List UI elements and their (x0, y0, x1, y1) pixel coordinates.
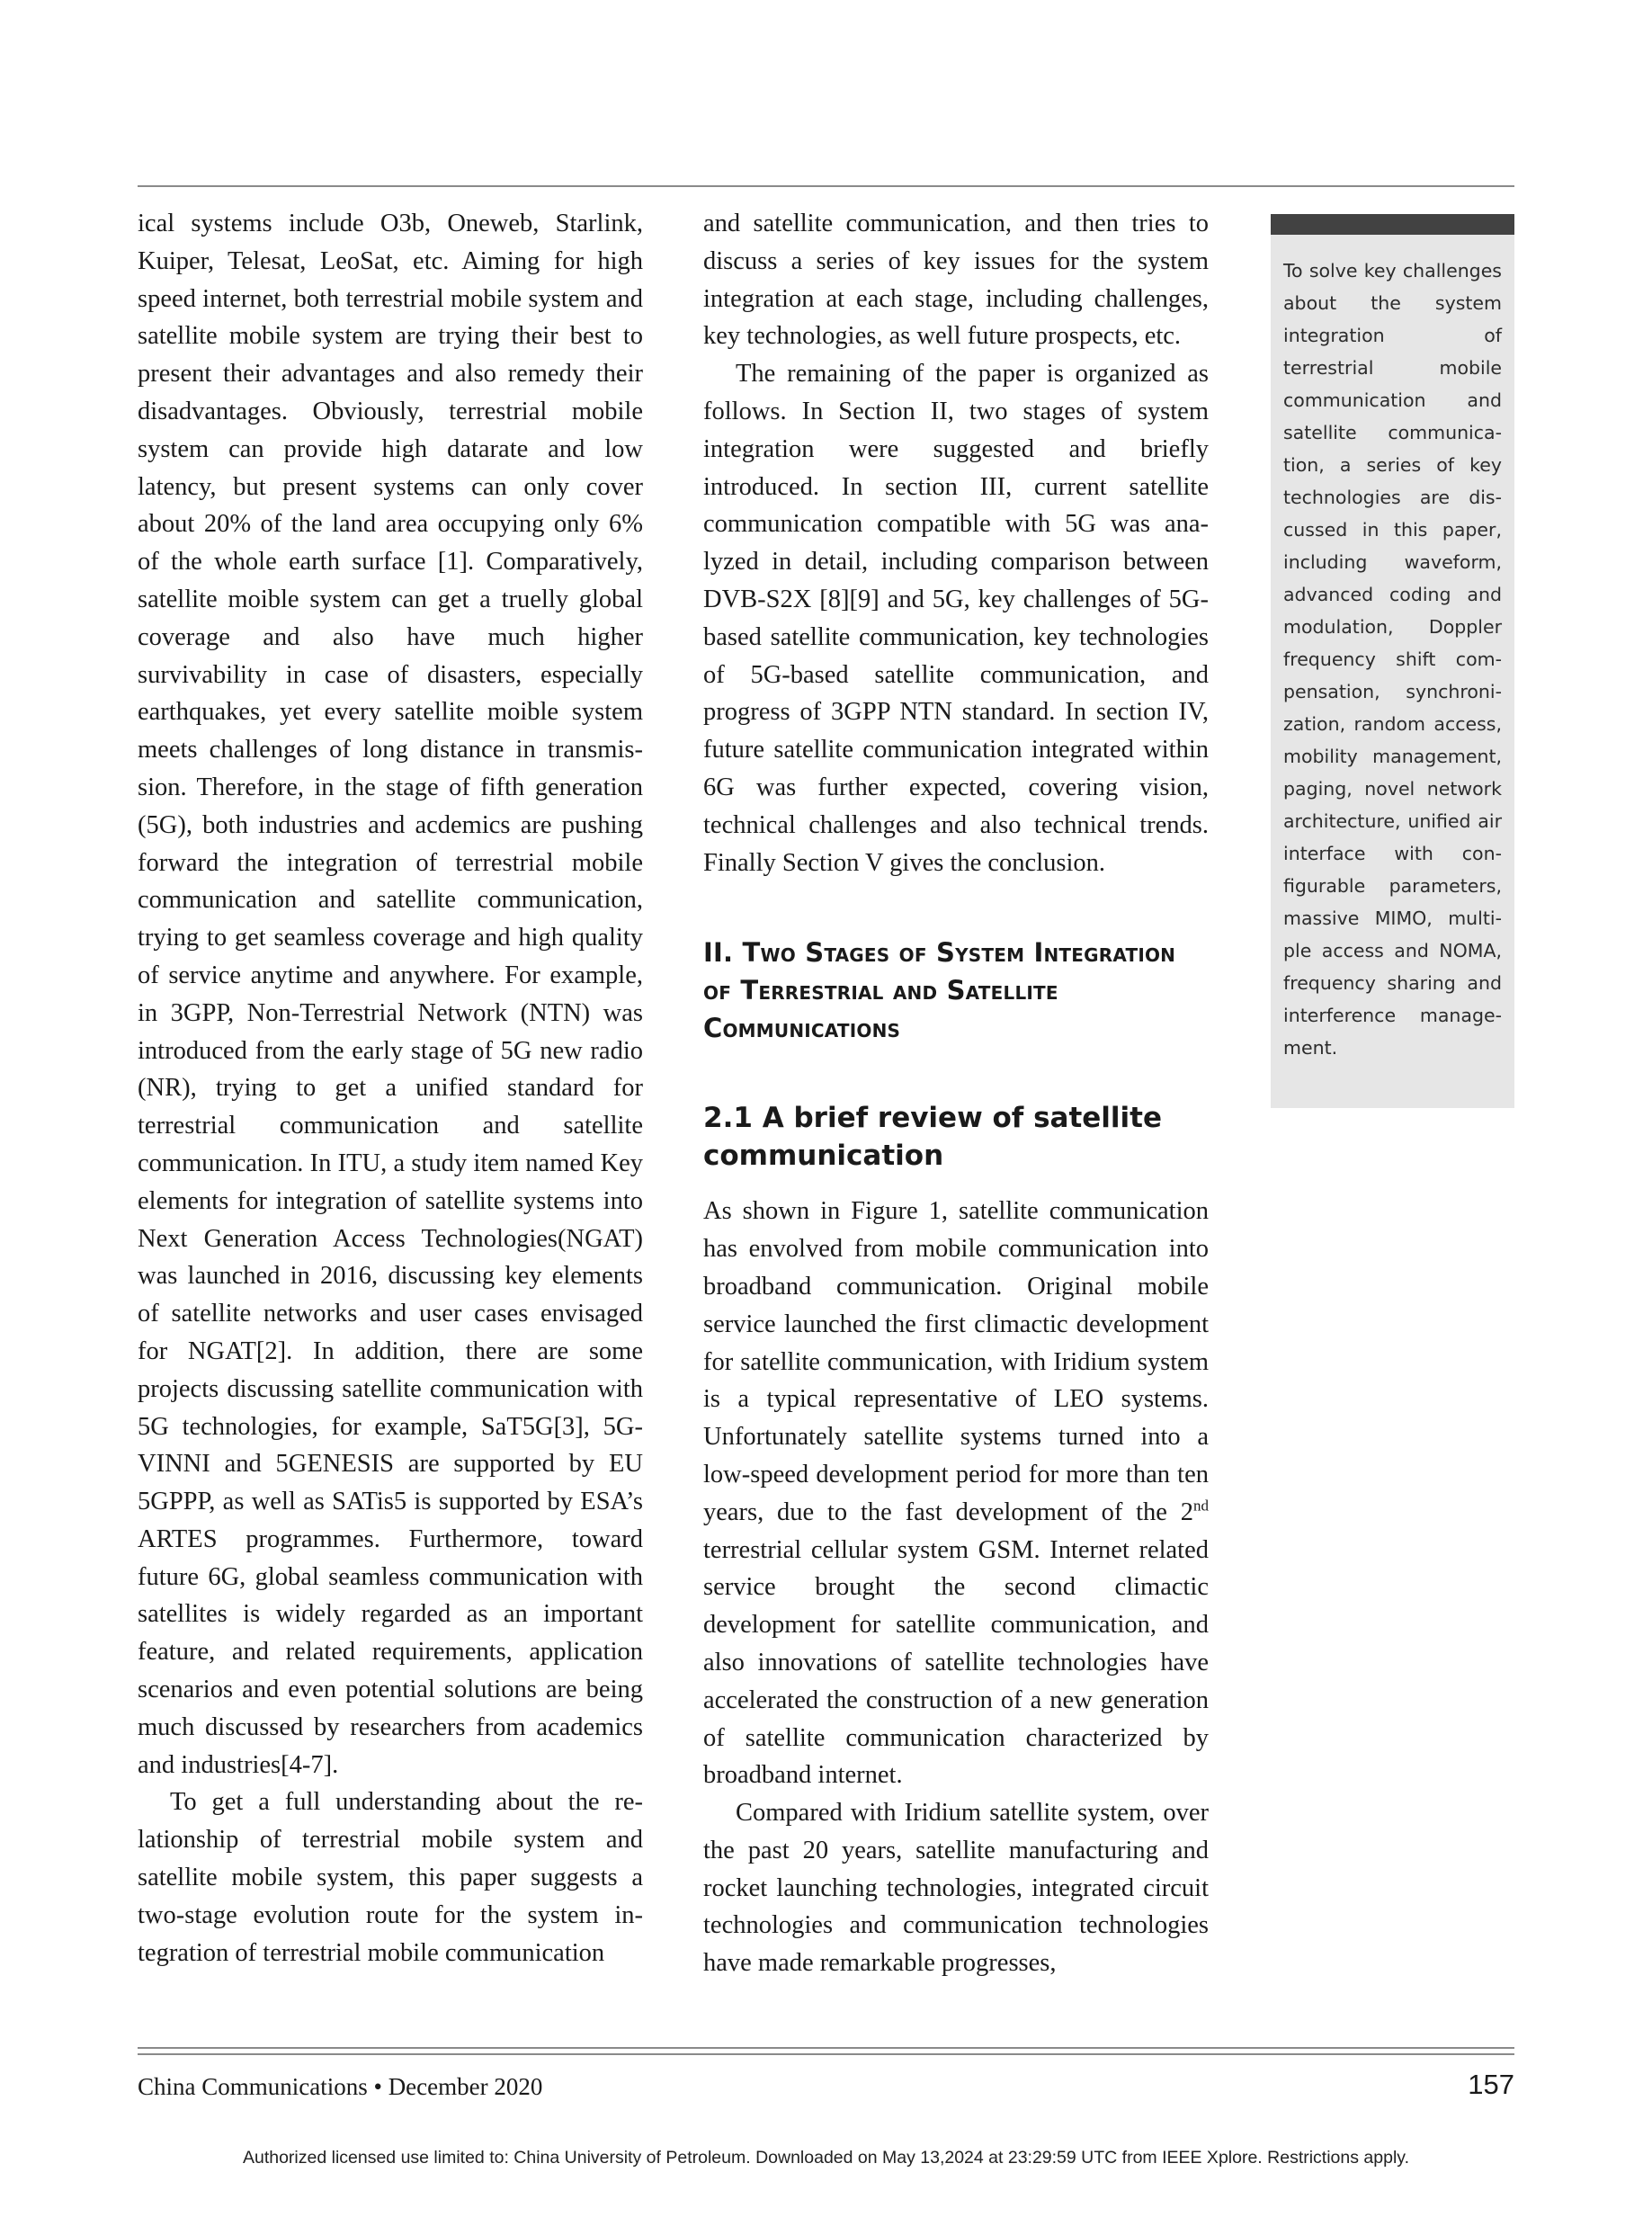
highlight-sidebar (1271, 214, 1514, 1108)
page-number: 157 (1468, 2069, 1514, 2100)
body-text: As shown in Figure 1, satellite communication has envolved from mobile communication into broadband communication. Original mobile service launched the first climactic development for satellite communication, with Iridium system is a typical representative of LEO systems. Unfortunately satellite systems turned into a low-speed development period for more than ten years, due to the fast development of the 2 (703, 1197, 1209, 1526)
sidebar-text: To solve key challenges about the system integration of terrestrial mobile communication and satellite communication, a series of key technologies are discussed in this paper, including waveform, advanced coding and modulation, Doppler frequency shift compensation, synchronization, random access, mobility management, paging, novel network architecture, unified air interface with configurable parameters, massive MIMO, multiple access and NOMA, frequency sharing and interference management. (1283, 260, 1502, 1059)
journal-footer: China Communications • December 2020 (138, 2073, 543, 2100)
body-text: terrestrial cellular system GSM. Internet related service brought the second climactic development for satellite communication, and also innovations of satellite technologies have accelerated the construction of a new generation of satellite communication characterized by broadband internet. (703, 1535, 1209, 1790)
body-paragraph: and satellite communication, and then tries to discuss a series of key issues for the system integration at each stage, including challenges, key technologies, as well future prospects, etc. (703, 210, 1209, 351)
body-paragraph: To get a full understanding about the relationship of terrestrial mobile system and satellite mobile system, this paper suggests a two-stage evolution route for the system integration of terrestrial mobile communication (138, 1788, 643, 1967)
header-rule (138, 185, 1514, 187)
body-paragraph: The remaining of the paper is organized as follows. In Section II, two stages of system integration were suggested and briefly introduced. In section III, current satellite communication compatible with 5G was analyzed in detail, including comparison between DVB-S2X [8][9] and 5G, key challenges of 5G-based satellite communication, key technologies of 5G-based satellite communication, and progress of 3GPP NTN standard. In section IV, future satellite communication integrated within 6G was further expected, covering vision, technical challenges and also technical trends. Finally Section V gives the conclusion. (703, 360, 1209, 877)
sidebar-top-bar (1271, 214, 1514, 235)
left-column (138, 205, 643, 1971)
middle-column (703, 205, 1209, 1982)
section-heading: II. Two Stages of System Integration of Terrestrial and Satellite Communications (703, 937, 1176, 1044)
license-notice: Authorized licensed use limited to: China University of Petroleum. Downloaded on May 13,2024 at 23:29:59 UTC from IEEE Xplore. Restrictions apply. (242, 2148, 1410, 2168)
footer-rule (138, 2053, 1514, 2055)
footer-rule (138, 2047, 1514, 2049)
subsection-heading: 2.1 A brief review of satellite communication (703, 1102, 1163, 1173)
body-paragraph: ical systems include O3b, Oneweb, Starlink, Kuiper, Telesat, LeoSat, etc. Aiming for high speed internet, both terrestrial mobile system and satellite mobile system are trying their best to present their advantages and also remedy their disadvantages. Obviously, terrestrial mobile system can provide high datarate and low latency, but present systems can only cover about 20% of the land area occupying only 6% of the whole earth surface [1]. Comparatively, satellite moible system can get a truelly global coverage and also have much higher survivability in case of disasters, especially earthquakes, yet every satellite moible system meets challenges of long distance in transmission. Therefore, in the stage of fifth generation (5G), both industries and acdemics are pushing forward the integration of terrestrial mobile communication and satellite communication, trying to get seamless coverage and high quality of service anytime and anywhere. For example, in 3GPP, Non-Terrestrial Network (NTN) was introduced from the early stage of 5G new radio (NR), trying to get a unified standard for terrestrial communication and satellite communication. In ITU, a study item named Key elements for integration of satellite systems into Next Generation Access Technologies(NGAT) was launched in 2016, discussing key elements of satellite networks and user cases envisaged for NGAT[2]. In addition, there are some projects discussing satellite communication with 5G technologies, for example, SaT5G[3], 5G-VINNI and 5GENESIS are supported by EU 5GPPP, as well as SATis5 is supported by ESA’s ARTES programmes. Furthermore, toward future 6G, global seamless communication with satellites is widely regarded as an important feature, and related requirements, application scenarios and even potential solutions are being much discussed by researchers from academics and industries[4-7]. (138, 210, 643, 1779)
body-paragraph (703, 1193, 1209, 1794)
superscript: nd (1193, 1497, 1209, 1515)
body-paragraph: Compared with Iridium satellite system, over the past 20 years, satellite manufacturing and rocket launching technologies, integrated circuit technologies and communication technologies have made remarkable progresses, (703, 1799, 1209, 1978)
